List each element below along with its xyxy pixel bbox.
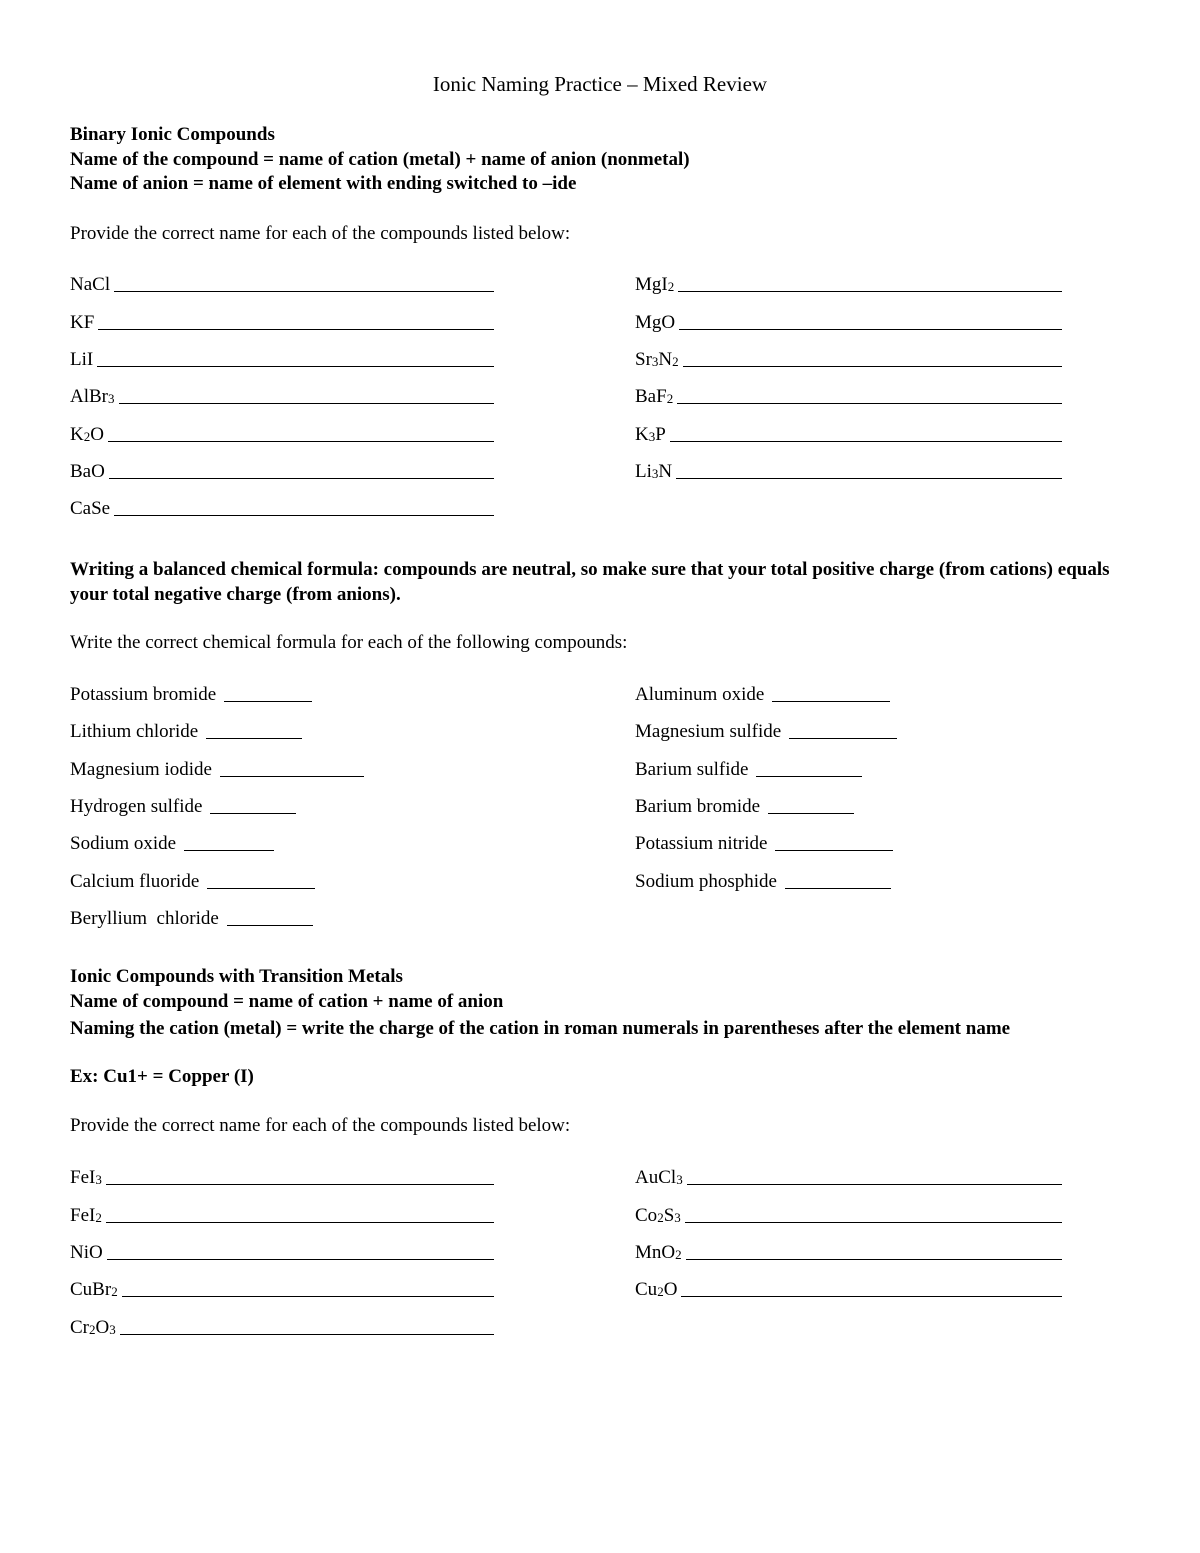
formula-part: BaO xyxy=(70,461,105,482)
answer-blank[interactable] xyxy=(97,366,494,367)
compound-name: Magnesium sulfide xyxy=(635,721,782,742)
formula-part: Co xyxy=(635,1205,658,1226)
answer-blank[interactable] xyxy=(106,1184,494,1185)
formula-item xyxy=(70,345,494,371)
formula-item xyxy=(70,1163,494,1189)
answer-blank[interactable] xyxy=(122,1296,494,1297)
compound-item xyxy=(70,904,313,930)
formula-part: FeI xyxy=(70,1205,96,1226)
formula-item xyxy=(70,494,494,520)
answer-blank[interactable] xyxy=(220,776,364,777)
compound-item xyxy=(70,755,364,781)
formula-label xyxy=(635,1205,681,1227)
answer-blank[interactable] xyxy=(681,1296,1062,1297)
formula-item xyxy=(70,1201,494,1227)
formula-item xyxy=(70,1238,494,1264)
compound-item xyxy=(635,829,893,855)
answer-blank[interactable] xyxy=(227,925,313,926)
compound-item xyxy=(70,867,315,893)
answer-blank[interactable] xyxy=(114,291,494,292)
formula-part: MnO xyxy=(635,1242,676,1263)
formula-label xyxy=(635,274,674,296)
formula-label xyxy=(70,1317,116,1339)
answer-blank[interactable] xyxy=(785,888,891,889)
formula-label xyxy=(70,312,94,334)
formula-part: CaSe xyxy=(70,498,111,519)
formula-item xyxy=(635,420,1062,446)
compound-item xyxy=(635,717,897,743)
compound-item xyxy=(70,829,274,855)
answer-blank[interactable] xyxy=(106,1222,494,1223)
formula-subscript: 3 xyxy=(651,354,659,369)
answer-blank[interactable] xyxy=(120,1334,494,1335)
formula-subscript: 3 xyxy=(674,1210,681,1225)
answer-blank[interactable] xyxy=(772,701,890,702)
formula-label xyxy=(70,349,93,371)
answer-blank[interactable] xyxy=(768,813,854,814)
section3-instruction: Provide the correct name for each of the compounds listed below: xyxy=(70,1115,571,1136)
answer-blank[interactable] xyxy=(686,1259,1062,1260)
formula-subscript: 3 xyxy=(95,1172,102,1187)
formula-part: NaCl xyxy=(70,274,111,295)
formula-subscript: 2 xyxy=(675,1247,682,1262)
compound-name: Lithium chloride xyxy=(70,721,199,742)
answer-blank[interactable] xyxy=(224,701,312,702)
section3-rule1: Name of compound = name of cation + name of anion xyxy=(70,991,504,1012)
formula-label xyxy=(70,1242,103,1264)
section2-heading: Writing a balanced chemical formula: compounds are neutral, so make sure that your total positive charge (from cations) equals your total negative charge (from anions). xyxy=(70,559,1110,605)
formula-subscript: 2 xyxy=(95,1210,102,1225)
compound-item xyxy=(635,792,854,818)
formula-item xyxy=(635,1201,1062,1227)
formula-part: O xyxy=(663,1279,678,1300)
formula-part: CuBr xyxy=(70,1279,112,1300)
compound-item xyxy=(70,717,302,743)
formula-label xyxy=(70,386,115,408)
formula-part: Li xyxy=(635,461,652,482)
section1-instruction: Provide the correct name for each of the compounds listed below: xyxy=(70,223,571,244)
formula-subscript: 3 xyxy=(109,1322,116,1337)
formula-label xyxy=(70,498,110,520)
formula-subscript: 2 xyxy=(672,354,679,369)
answer-blank[interactable] xyxy=(679,329,1062,330)
formula-item xyxy=(70,1275,494,1301)
formula-subscript: 2 xyxy=(667,279,675,294)
formula-item xyxy=(635,345,1062,371)
answer-blank[interactable] xyxy=(114,515,494,516)
formula-item xyxy=(635,382,1062,408)
formula-label xyxy=(635,1279,677,1301)
answer-blank[interactable] xyxy=(678,291,1062,292)
formula-part: N xyxy=(658,461,673,482)
answer-blank[interactable] xyxy=(685,1222,1062,1223)
formula-label xyxy=(635,461,672,483)
formula-part: O xyxy=(90,424,104,445)
formula-item xyxy=(635,1275,1062,1301)
formula-part: MgI xyxy=(635,274,668,295)
section3-example: Ex: Cu1+ = Copper (I) xyxy=(70,1066,254,1087)
answer-blank[interactable] xyxy=(789,738,897,739)
section1-rule1: Name of the compound = name of cation (metal) + name of anion (nonmetal) xyxy=(70,149,690,170)
formula-item xyxy=(635,270,1062,296)
answer-blank[interactable] xyxy=(687,1184,1062,1185)
answer-blank[interactable] xyxy=(207,888,315,889)
formula-part: KF xyxy=(70,312,95,333)
compound-name: Sodium oxide xyxy=(70,833,177,854)
formula-part: MgO xyxy=(635,312,676,333)
answer-blank[interactable] xyxy=(775,850,893,851)
formula-part: FeI xyxy=(70,1167,96,1188)
formula-item xyxy=(635,308,1062,334)
compound-name: Magnesium iodide xyxy=(70,759,212,780)
formula-item xyxy=(70,382,494,408)
formula-item xyxy=(635,457,1062,483)
answer-blank[interactable] xyxy=(683,366,1062,367)
answer-blank[interactable] xyxy=(109,478,494,479)
formula-label xyxy=(70,461,105,483)
formula-item xyxy=(70,457,494,483)
formula-item xyxy=(635,1163,1062,1189)
formula-subscript: 2 xyxy=(657,1210,664,1225)
answer-blank[interactable] xyxy=(677,403,1062,404)
formula-part: LiI xyxy=(70,349,94,370)
compound-item xyxy=(70,680,312,706)
compound-name: Calcium fluoride xyxy=(70,871,200,892)
compound-name: Beryllium chloride xyxy=(70,908,219,929)
formula-subscript: 2 xyxy=(89,1322,96,1337)
answer-blank[interactable] xyxy=(210,813,296,814)
formula-part: Cu xyxy=(635,1279,658,1300)
compound-name: Potassium bromide xyxy=(70,684,217,705)
compound-name: Barium sulfide xyxy=(635,759,749,780)
formula-subscript: 2 xyxy=(666,391,674,406)
formula-part: O xyxy=(95,1317,110,1338)
formula-item xyxy=(635,1238,1062,1264)
compound-name: Barium bromide xyxy=(635,796,761,817)
formula-label xyxy=(70,1205,102,1227)
formula-part: AlBr xyxy=(70,386,108,407)
compound-name: Aluminum oxide xyxy=(635,684,765,705)
compound-name: Sodium phosphide xyxy=(635,871,777,892)
formula-part: P xyxy=(655,424,666,445)
formula-subscript: 3 xyxy=(648,429,656,444)
formula-part: BaF xyxy=(635,386,667,407)
formula-label xyxy=(635,1167,683,1189)
formula-part: Sr xyxy=(635,349,652,370)
formula-subscript: 3 xyxy=(676,1172,683,1187)
formula-label xyxy=(635,1242,682,1264)
formula-item xyxy=(70,270,494,296)
formula-label xyxy=(70,1279,118,1301)
compound-name: Hydrogen sulfide xyxy=(70,796,203,817)
answer-blank[interactable] xyxy=(676,478,1062,479)
section1-heading: Binary Ionic Compounds xyxy=(70,124,275,145)
compound-item xyxy=(70,792,296,818)
formula-label xyxy=(635,424,666,446)
compound-item xyxy=(635,755,862,781)
section2-instruction: Write the correct chemical formula for each of the following compounds: xyxy=(70,632,628,653)
formula-subscript: 2 xyxy=(111,1284,118,1299)
section3-heading: Ionic Compounds with Transition Metals xyxy=(70,966,403,987)
formula-subscript: 2 xyxy=(657,1284,664,1299)
formula-label xyxy=(70,1167,102,1189)
compound-item xyxy=(635,867,891,893)
answer-blank[interactable] xyxy=(119,403,495,404)
formula-item xyxy=(70,420,494,446)
section3-rule2: Naming the cation (metal) = write the charge of the cation in roman numerals in parentheses after the element name xyxy=(70,1018,1011,1039)
formula-part: AuCl xyxy=(635,1167,677,1188)
answer-blank[interactable] xyxy=(98,329,494,330)
answer-blank[interactable] xyxy=(108,441,494,442)
formula-subscript: 2 xyxy=(83,429,91,444)
formula-part: K xyxy=(635,424,649,445)
formula-part: NiO xyxy=(70,1242,103,1263)
section1-rule2: Name of anion = name of element with ending switched to –ide xyxy=(70,173,577,194)
formula-part: S xyxy=(663,1205,675,1226)
formula-subscript: 3 xyxy=(651,466,659,481)
answer-blank[interactable] xyxy=(756,776,862,777)
formula-part: Cr xyxy=(70,1317,89,1338)
compound-item xyxy=(635,680,890,706)
formula-subscript: 3 xyxy=(108,391,115,406)
formula-part: K xyxy=(70,424,84,445)
formula-label xyxy=(635,386,673,408)
formula-label xyxy=(70,424,104,446)
formula-label xyxy=(635,349,679,371)
compound-name: Potassium nitride xyxy=(635,833,768,854)
page-title: Ionic Naming Practice – Mixed Review xyxy=(432,72,768,96)
formula-label xyxy=(635,312,675,334)
formula-label xyxy=(70,274,110,296)
answer-blank[interactable] xyxy=(184,850,274,851)
answer-blank[interactable] xyxy=(107,1259,494,1260)
answer-blank[interactable] xyxy=(670,441,1062,442)
formula-part: N xyxy=(658,349,673,370)
formula-item xyxy=(70,308,494,334)
answer-blank[interactable] xyxy=(206,738,302,739)
formula-item xyxy=(70,1313,494,1339)
